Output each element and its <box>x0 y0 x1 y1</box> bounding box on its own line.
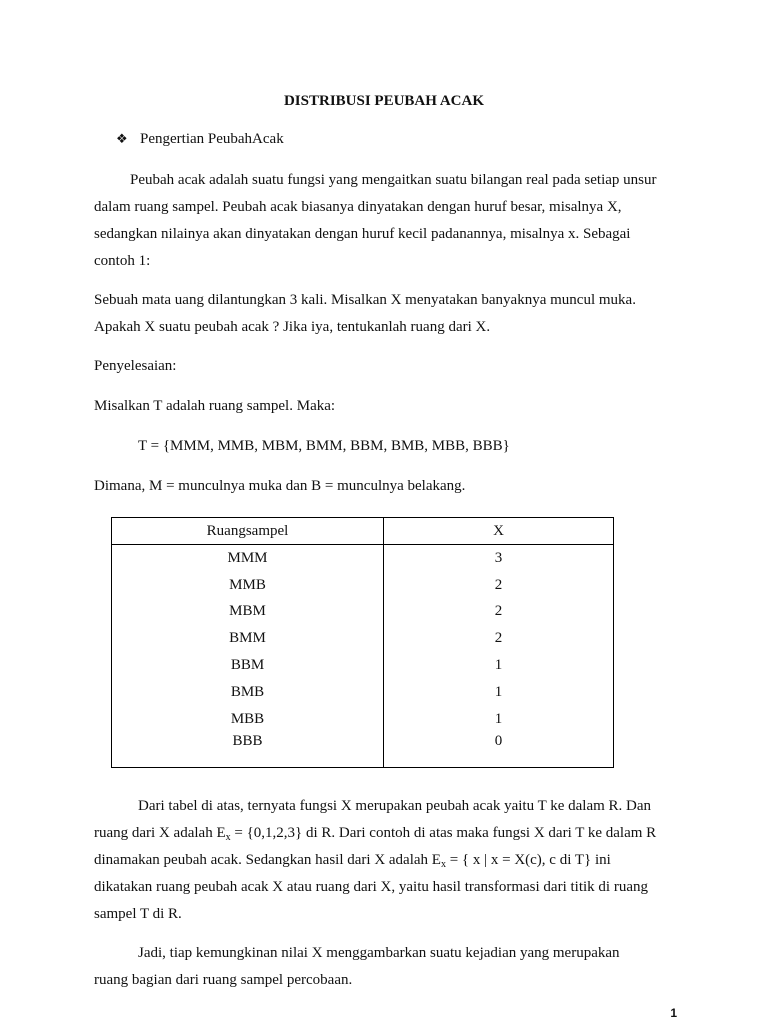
text-run: = {0,1,2,3} di R. Dari contoh di atas maka fungsi X dari T ke dalam R <box>230 825 657 841</box>
sample-space-table <box>111 517 614 768</box>
cell-x: 1 <box>384 679 614 706</box>
legend-line: Dimana, M = munculnya muka dan B = munculnya belakang. <box>94 478 466 494</box>
cell-sample: MBB <box>112 706 384 733</box>
paragraph2-line1: Dari tabel di atas, ternyata fungsi X merupakan peubah acak yaitu T ke dalam R. Dan <box>138 798 652 814</box>
table-row <box>112 572 614 599</box>
paragraph2-line4: dikatakan ruang peubah acak X atau ruang dari X, yaitu hasil transformasi dari titik di ruang <box>94 879 648 895</box>
paragraph1-line4: contoh 1: <box>94 253 151 269</box>
table-row <box>112 733 614 768</box>
table-row <box>112 599 614 626</box>
cell-x: 2 <box>384 625 614 652</box>
paragraph1-line1: Peubah acak adalah suatu fungsi yang mengaitkan suatu bilangan real pada setiap unsur <box>130 172 657 188</box>
paragraph2-line3 <box>94 852 611 869</box>
cell-sample: MMB <box>112 572 384 599</box>
text-run: ruang dari X adalah E <box>94 825 226 841</box>
section-heading <box>116 131 284 148</box>
sample-space-set: T = {MMM, MMB, MBM, BMM, BBM, BMB, MBB, BBB} <box>138 438 510 454</box>
cell-sample: BBM <box>112 652 384 679</box>
solution-label: Penyelesaian: <box>94 358 177 374</box>
subscript: x <box>225 832 231 843</box>
cell-sample: MBM <box>112 599 384 626</box>
paragraph1-line3: sedangkan nilainya akan dinyatakan dengan huruf kecil padanannya, misalnya x. Sebagai <box>94 226 631 242</box>
diamond-bullet-icon: ❖ <box>116 132 128 147</box>
cell-sample: MMM <box>112 545 384 572</box>
paragraph1-line2: dalam ruang sampel. Peubah acak biasanya dinyatakan dengan huruf besar, misalnya X, <box>94 199 622 215</box>
paragraph3-line1: Jadi, tiap kemungkinan nilai X menggambarkan suatu kejadian yang merupakan <box>138 945 620 961</box>
paragraph2-line2 <box>94 825 656 842</box>
example-line2: Apakah X suatu peubah acak ? Jika iya, tentukanlah ruang dari X. <box>94 319 491 335</box>
document-title: DISTRIBUSI PEUBAH ACAK <box>283 93 485 109</box>
text-run: = { x | x = X(c), c di T} ini <box>445 852 611 868</box>
column-header-sample: Ruangsampel <box>112 518 384 545</box>
cell-x: 2 <box>384 572 614 599</box>
cell-sample: BBB <box>112 733 384 768</box>
table-row <box>112 652 614 679</box>
cell-x: 0 <box>384 733 614 768</box>
cell-sample: BMM <box>112 625 384 652</box>
cell-sample: BMB <box>112 679 384 706</box>
paragraph2-line5: sampel T di R. <box>94 906 182 922</box>
cell-x: 2 <box>384 599 614 626</box>
section-heading-text: Pengertian PeubahAcak <box>140 131 284 147</box>
example-line1: Sebuah mata uang dilantungkan 3 kali. Misalkan X menyatakan banyaknya muncul muka. <box>94 292 636 308</box>
column-header-x: X <box>384 518 614 545</box>
table-header-row <box>112 518 614 545</box>
page-number: 1 <box>670 1006 677 1020</box>
subscript: x <box>440 859 446 870</box>
cell-x: 3 <box>384 545 614 572</box>
table-row <box>112 545 614 572</box>
cell-x: 1 <box>384 706 614 733</box>
text-run: dinamakan peubah acak. Sedangkan hasil dari X adalah E <box>94 852 441 868</box>
table-row <box>112 625 614 652</box>
cell-x: 1 <box>384 652 614 679</box>
table-row <box>112 706 614 733</box>
table-row <box>112 679 614 706</box>
sample-space-intro: Misalkan T adalah ruang sampel. Maka: <box>94 398 336 414</box>
paragraph3-line2: ruang bagian dari ruang sampel percobaan. <box>94 972 353 988</box>
